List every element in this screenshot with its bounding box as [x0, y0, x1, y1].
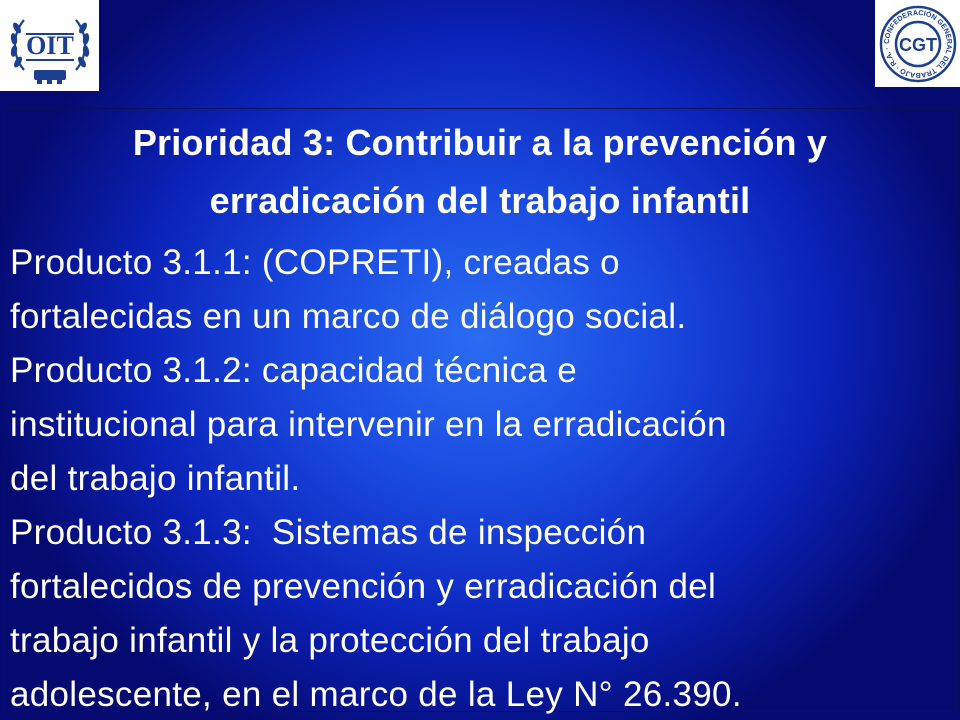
cgt-logo-text: CGT	[898, 34, 937, 55]
body-line: adolescente, en el marco de la Ley N° 26.390.	[10, 675, 742, 714]
body-line: fortalecidas en un marco de diálogo social.	[10, 297, 687, 336]
body-line: Producto 3.1.3: Sistemas de inspección	[10, 513, 647, 552]
cgt-logo-icon	[878, 4, 958, 84]
title-line-1: Prioridad 3: Contribuir a la prevención y	[132, 122, 828, 163]
body-line: trabajo infantil y la protección del trabajo	[10, 621, 650, 660]
body-line: Producto 3.1.1: (COPRETI), creadas o	[10, 243, 620, 282]
body-line: institucional para intervenir en la erradicación	[10, 405, 727, 444]
body-line: del trabajo infantil.	[10, 459, 301, 498]
slide-title	[10, 114, 950, 230]
oit-logo	[0, 0, 99, 91]
title-line-2: erradicación del trabajo infantil	[209, 180, 751, 221]
slide-body	[10, 236, 950, 720]
body-line: fortalecidos de prevención y erradicación del	[10, 567, 717, 606]
cgt-ring-text: CONFEDERACIÓN GENERAL DEL TRABAJO · R.A. ·	[881, 7, 954, 80]
body-line: Producto 3.1.2: capacidad técnica e	[10, 351, 577, 390]
oit-logo-text: OIT	[25, 30, 74, 60]
oit-logo-icon	[4, 4, 96, 88]
cgt-logo	[875, 0, 960, 87]
